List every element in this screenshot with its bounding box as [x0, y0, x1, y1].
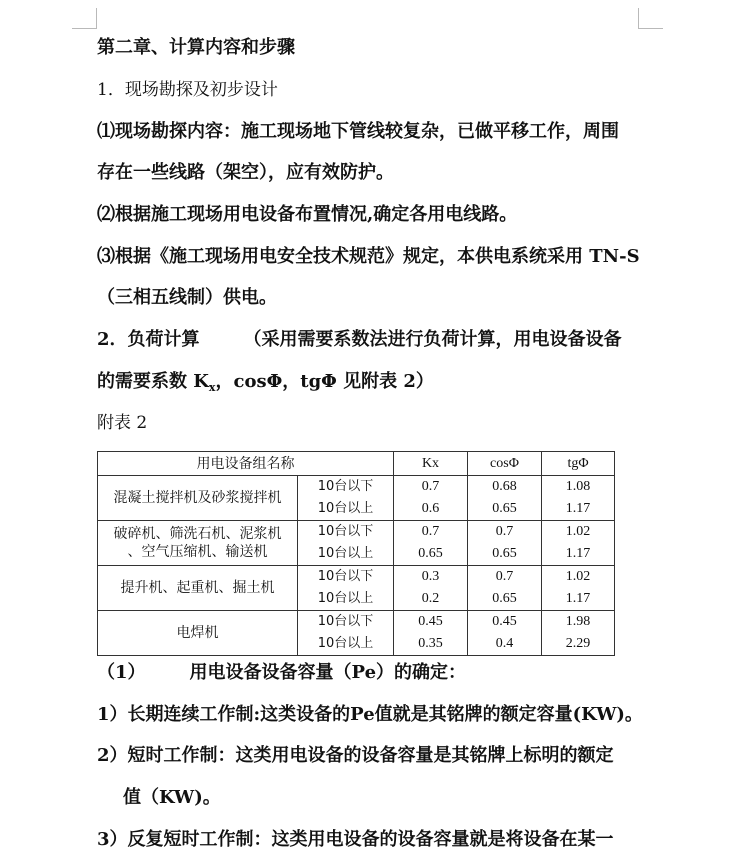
paragraph-2-line2: 值（KW)。	[123, 787, 221, 808]
group-name: 混凝土搅拌机及砂浆搅拌机	[98, 476, 298, 521]
table-row: 提升机、起重机、掘土机 10台以下 10台以上 0.3 0.2 0.7 0.65 1.02 1.17	[98, 566, 615, 611]
item1-line1: ⑴现场勘探内容：施工现场地下管线较复杂，已做平移工作，周围	[97, 121, 619, 142]
header-kx: Kx	[394, 452, 468, 476]
chapter-title: 第二章、计算内容和步骤	[97, 37, 295, 58]
group-name: 电焊机	[98, 611, 298, 656]
section1-title: 1．现场勘探及初步设计	[97, 80, 278, 100]
table-caption: 附表 2	[97, 413, 148, 433]
header-cos: cosΦ	[468, 452, 542, 476]
paragraph-3-line1: 3）反复短时工作制：这类用电设备的设备容量就是将设备在某一	[97, 829, 614, 850]
page-corner-mark-left	[72, 8, 97, 29]
section2-title: 2．负荷计算	[97, 329, 200, 350]
page-corner-mark-right	[638, 8, 663, 29]
table-row: 混凝土搅拌机及砂浆搅拌机 10台以下 10台以上 0.7 0.6 0.68 0.65 1.08 1.17	[98, 476, 615, 521]
section2-note-line1: （采用需要系数法进行负荷计算，用电设备设备	[243, 329, 622, 350]
header-tg: tgΦ	[542, 452, 615, 476]
kx-subscript: x	[208, 381, 216, 394]
subsection-number: （1）	[97, 662, 146, 683]
table-row: 电焊机 10台以下 10台以上 0.45 0.35 0.45 0.4 1.98 2.29	[98, 611, 615, 656]
section2-heading	[97, 328, 622, 352]
subsection-heading	[97, 661, 466, 685]
group-name: 提升机、起重机、掘土机	[98, 566, 298, 611]
paragraph-2-line1: 2）短时工作制：这类用电设备的设备容量是其铭牌上标明的额定	[97, 745, 614, 766]
section2-note-line2: 的需要系数 $K_x$，cosΦ，tgΦ 见附表 2）	[97, 371, 434, 394]
item3-line1: ⑶根据《施工现场用电安全技术规范》规定，本供电系统采用 TN-S	[97, 246, 640, 267]
item1-line2: 存在一些线路（架空），应有效防护。	[97, 162, 394, 183]
item3-line2: （三相五线制）供电。	[97, 287, 277, 308]
table-row: 破碎机、筛洗石机、泥浆机 、空气压缩机、输送机 10台以下 10台以上 0.7 0.65 0.7 0.65 1.02 1.17	[98, 521, 615, 566]
header-equipment-group: 用电设备组名称	[98, 452, 394, 476]
table-header-row	[98, 452, 615, 476]
subsection-title: 用电设备设备容量（Pe）的确定：	[189, 662, 467, 683]
group-name: 破碎机、筛洗石机、泥浆机 、空气压缩机、输送机	[98, 521, 298, 566]
coefficient-table	[97, 451, 615, 656]
paragraph-1: 1）长期连续工作制:这类设备的Pe值就是其铭牌的额定容量(KW)。	[97, 704, 643, 725]
item2: ⑵根据施工现场用电设备布置情况,确定各用电线路。	[97, 204, 518, 225]
